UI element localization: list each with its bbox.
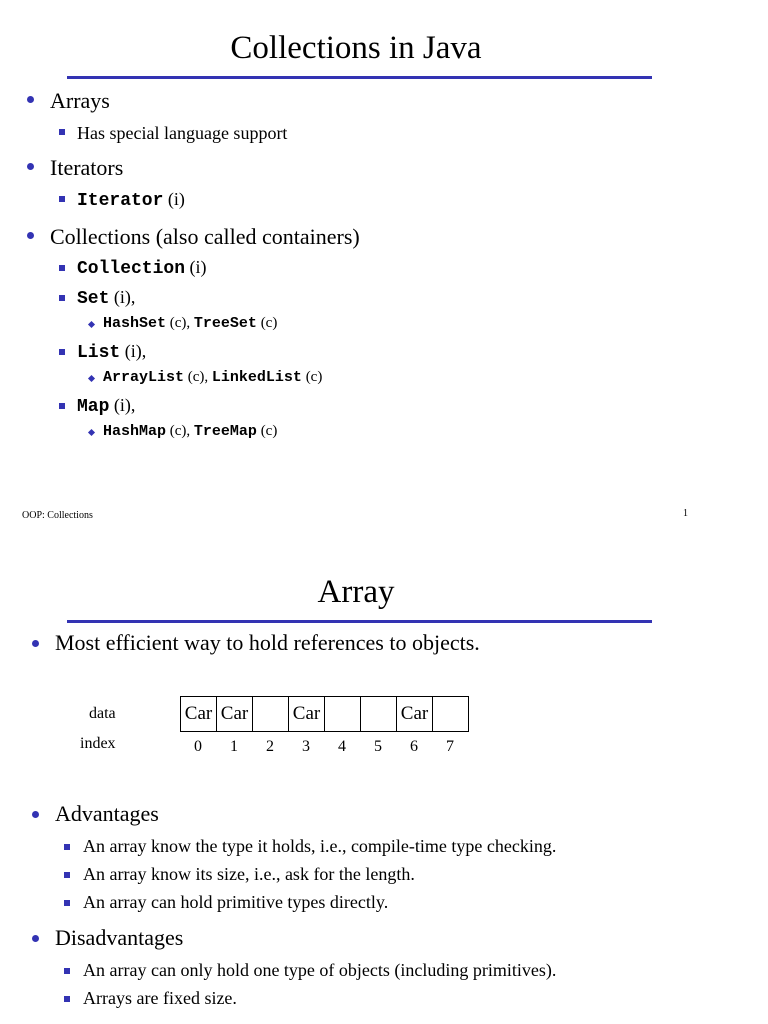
bullet-icon: [64, 844, 70, 850]
item-iterators: Iterators: [50, 155, 124, 180]
suffix: (i),: [113, 395, 136, 415]
bullet-icon: [64, 900, 70, 906]
bullet-icon: [64, 996, 70, 1002]
bullet-icon: [88, 321, 95, 328]
code-list: List: [77, 343, 121, 363]
array-index: 1: [230, 738, 238, 755]
bullet-icon: [88, 375, 95, 382]
slide1-footer: OOP: Collections: [22, 510, 93, 521]
array-index: 6: [410, 738, 418, 755]
advantage-item: An array can hold primitive types directly.: [83, 892, 389, 912]
bullet-icon: [59, 265, 65, 271]
advantage-item: An array know its size, i.e., ask for the length.: [83, 864, 415, 884]
array-cell: [433, 696, 469, 732]
slide1-title: Collections in Java: [230, 30, 482, 66]
item-arrays: Arrays: [50, 88, 110, 113]
disadvantage-item: Arrays are fixed size.: [83, 988, 237, 1008]
bullet-icon: [59, 196, 65, 202]
bullet-icon: [59, 295, 65, 301]
array-index: 5: [374, 738, 382, 755]
bullet-icon: [59, 349, 65, 355]
bullet-icon: [27, 96, 34, 103]
array-data-label: data: [89, 705, 116, 722]
item-advantages: Advantages: [55, 801, 159, 826]
item-collections: Collections (also called containers): [50, 224, 360, 249]
array-index: 0: [194, 738, 202, 755]
code-arraylist: ArrayList: [103, 369, 185, 386]
slide1-title-rule: [67, 76, 652, 79]
suffix: (c),: [187, 369, 209, 385]
slide2-title: Array: [317, 574, 395, 610]
code-map: Map: [77, 397, 110, 417]
item-list-impls: [103, 369, 322, 386]
array-index: 3: [302, 738, 310, 755]
code-iterator: Iterator: [77, 191, 164, 211]
bullet-icon: [32, 640, 39, 647]
bullet-icon: [64, 872, 70, 878]
item-arrays-sub: Has special language support: [77, 123, 288, 143]
item-map-impls: [103, 423, 277, 440]
item-intro: Most efficient way to hold references to objects.: [55, 630, 480, 655]
suffix: (c): [260, 315, 278, 331]
suffix: (c): [305, 369, 323, 385]
code-hashset: HashSet: [103, 315, 167, 332]
bullet-icon: [27, 163, 34, 170]
bullet-icon: [32, 935, 39, 942]
item-list-line: [77, 341, 146, 363]
array-cell: Car: [181, 696, 217, 732]
array-cell: [325, 696, 361, 732]
array-cell: Car: [397, 696, 433, 732]
array-cell: [361, 696, 397, 732]
item-iterator-line: [77, 189, 185, 211]
item-collection-line: [77, 257, 207, 279]
array-cell: Car: [289, 696, 325, 732]
bullet-icon: [64, 968, 70, 974]
code-hashmap: HashMap: [103, 423, 167, 440]
array-cell: [253, 696, 289, 732]
slide1-page-number: 1: [683, 508, 688, 519]
suffix: (i): [189, 257, 207, 277]
array-cells: [180, 696, 469, 732]
array-cell: Car: [217, 696, 253, 732]
suffix: (c),: [169, 423, 191, 439]
item-set-line: [77, 287, 135, 309]
item-set-impls: [103, 315, 277, 332]
code-treeset: TreeSet: [193, 315, 257, 332]
bullet-icon: [59, 129, 65, 135]
bullet-icon: [59, 403, 65, 409]
bullet-icon: [27, 232, 34, 239]
suffix: (i): [167, 189, 185, 209]
disadvantage-item: An array can only hold one type of objects (including primitives).: [83, 960, 557, 980]
code-collection: Collection: [77, 259, 186, 279]
code-linkedlist: LinkedList: [211, 369, 302, 386]
array-index-label: index: [80, 735, 116, 752]
suffix: (c),: [169, 315, 191, 331]
item-disadvantages: Disadvantages: [55, 925, 184, 950]
code-set: Set: [77, 289, 110, 309]
array-index: 2: [266, 738, 274, 755]
suffix: (i),: [124, 341, 147, 361]
array-index: 4: [338, 738, 346, 755]
code-treemap: TreeMap: [193, 423, 257, 440]
suffix: (i),: [113, 287, 136, 307]
bullet-icon: [32, 811, 39, 818]
suffix: (c): [260, 423, 278, 439]
bullet-icon: [88, 429, 95, 436]
slide2-title-rule: [67, 620, 652, 623]
array-index: 7: [446, 738, 454, 755]
advantage-item: An array know the type it holds, i.e., compile-time type checking.: [83, 836, 557, 856]
item-map-line: [77, 395, 135, 417]
